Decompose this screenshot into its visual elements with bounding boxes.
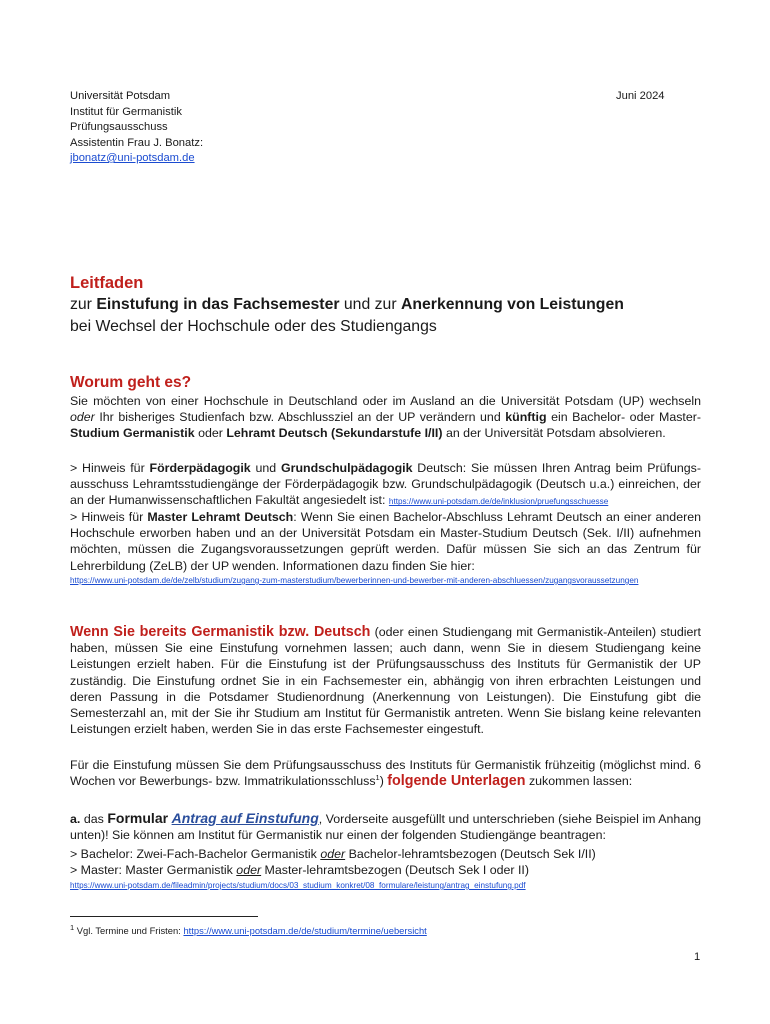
zelb-link[interactable]: https://www.uni-potsdam.de/de/zelb/studium/zugang-zum-masterstudium/bewerberinnen-und-bewerber-mit-anderen-abschluessen/zugangsvoraussetzungen xyxy=(70,576,639,585)
text-run: Ihr bisheriges Studienfach bzw. Abschlussziel an der UP verändern und xyxy=(94,410,506,425)
paragraph xyxy=(70,757,701,789)
text-run: das xyxy=(80,812,108,826)
text-run: ) xyxy=(379,774,388,789)
inklusion-link[interactable]: https://www.uni-potsdam.de/de/inklusion/pruefungsschuesse xyxy=(388,497,609,507)
form-link[interactable]: https://www.uni-potsdam.de/fileadmin/projects/studium/docs/03_studium_konkret/08_formulare/leistung/antrag_einstufung.pdf xyxy=(70,881,526,890)
footnote-link[interactable]: https://www.uni-potsdam.de/de/studium/termine/uebersicht xyxy=(183,925,427,936)
text-run: : Wenn Sie einen Bachelor-Abschluss Lehramt Deutsch an einer anderen Hochschule erworben haben und an der Universität Potsdam ein Master-Studium Deutsch (Sek. I/II) aufnehmen möchten, müssen die Zugangsvoraussetzungen geprüft werden. Dafür müssen Sie sich an das Zentrum für Lehrerbildung (ZeLB) der UP wenden. Informationen dazu finden Sie hier: xyxy=(70,510,701,573)
text-run: > Hinweis für xyxy=(70,461,150,475)
text-run: > Bachelor: Zwei-Fach-Bachelor Germanistik xyxy=(70,847,321,861)
text-run: , Vorderseite ausgefüllt und unterschrieben (siehe Beispiel im Anhang unten)! Sie können am Institut für Germanistik nur einen der folgenden Studiengänge beantragen: xyxy=(70,812,701,843)
degree-list xyxy=(70,846,710,878)
text-run: oder xyxy=(70,410,95,425)
document-title: Leitfaden xyxy=(70,274,144,292)
document-subtitle: zur Einstufung in das Fachsemester und zur Anerkennung von Leistungen xyxy=(70,296,624,313)
text-run: Antrag auf Einstufung xyxy=(171,810,319,826)
text-run: > Master: Master Germanistik xyxy=(70,863,237,878)
email-link[interactable]: jbonatz@uni-potsdam.de xyxy=(70,152,195,164)
text-run: ein Bachelor- oder Master- xyxy=(546,410,701,425)
list-item xyxy=(70,862,710,878)
text-run: folgende Unterlagen xyxy=(387,773,526,790)
sender-line: Prüfungsausschuss xyxy=(70,121,168,133)
sender-block xyxy=(70,89,203,167)
document-subtitle-2: bei Wechsel der Hochschule oder des Studiengangs xyxy=(70,318,437,335)
text-run: Formular xyxy=(107,810,169,826)
document-date: Juni 2024 xyxy=(616,90,665,102)
text-run: Grundschulpädagogik xyxy=(281,461,413,475)
text-run: Master-lehramtsbezogen (Deutsch Sek I oder II) xyxy=(261,863,529,878)
text-run: oder xyxy=(236,863,262,878)
footnote: $^1$ Vgl. Termine und Fristen: https://www.uni-potsdam.de/de/studium/termine/uebersicht xyxy=(70,922,427,936)
text-run: künftig xyxy=(505,410,547,425)
text-run: 1 xyxy=(375,773,380,783)
text-run: Förderpädagogik xyxy=(149,461,251,475)
text-run: Sie möchten von einer Hochschule in Deutschland oder im Ausland an die Universität Potsdam (UP) wechseln xyxy=(70,394,701,408)
text-run: > Hinweis für xyxy=(70,510,148,524)
text-run: Für die Einstufung müssen Sie dem Prüfungsausschuss des Instituts für Germanistik frühzeitig (möglichst mind. 6 Wochen vor Bewerbungs- bzw. Immatrikulationsschluss xyxy=(70,758,701,789)
text-run: zukommen lassen: xyxy=(525,774,633,789)
paragraph xyxy=(70,509,701,574)
text-run: Studium Germanistik xyxy=(70,426,195,441)
paragraph xyxy=(70,624,701,737)
paragraph xyxy=(70,460,701,511)
sender-line: Institut für Germanistik xyxy=(70,105,182,118)
text-run: Deutsch: Sie müssen Ihren Antrag beim Prüfungsausschuss Lehramtsstudiengänge der Förderpädagogik bzw. Grundschulpädagogik (Deutsch u.a.) einreichen, der an der Humanwissenschaftlichen Fakultät angesiedelt ist: xyxy=(70,461,701,508)
title-block xyxy=(70,272,710,338)
text-run: Bachelor-lehramtsbezogen (Deutsch Sek I/II) xyxy=(345,847,596,861)
text-run: Wenn Sie bereits Germanistik bzw. Deutsch xyxy=(70,624,371,640)
text-run: oder xyxy=(194,426,227,441)
paragraph xyxy=(70,810,701,843)
section-heading: Worum geht es? xyxy=(70,374,192,391)
text-run: oder xyxy=(320,847,346,861)
text-run: (oder einen Studiengang mit Germanistik-Anteilen) studiert haben, müssen Sie eine Einstufung vornehmen lassen; auch dann, wenn Sie in diesem Studiengang keine Leistungen erzielt haben. Für die Einstufung ist der Prüfungsausschuss des Instituts für Germanistik der UP zuständig. Die Einstufung ordnet Sie in ein Fachsemester ein, abhängig von ihren erbrachten Leistungen und deren Passung in die Potsdamer Studienordnung (Anerkennung von Leistungen). Die Einstufung gibt die Semesterzahl an, mit der Sie ihr Studium am Institut für Germanistik antreten. Wenn Sie bislang keine relevanten Leistungen erzielt haben, werden Sie in das erste Fachsemester eingestuft. xyxy=(70,625,701,737)
sender-line: Universität Potsdam xyxy=(70,90,171,102)
text-run: Lehramt Deutsch (Sekundarstufe I/II) xyxy=(226,426,443,441)
list-item xyxy=(70,846,710,862)
text-run: Master Lehramt Deutsch xyxy=(147,510,294,524)
text-run: und xyxy=(250,461,281,475)
footnote-separator xyxy=(70,916,258,917)
sender-line: Assistentin Frau J. Bonatz: xyxy=(70,136,204,149)
text-run: an der Universität Potsdam absolvieren. xyxy=(442,426,666,441)
text-run: a. xyxy=(70,812,81,826)
paragraph xyxy=(70,393,701,442)
page-number: 1 xyxy=(694,951,701,963)
